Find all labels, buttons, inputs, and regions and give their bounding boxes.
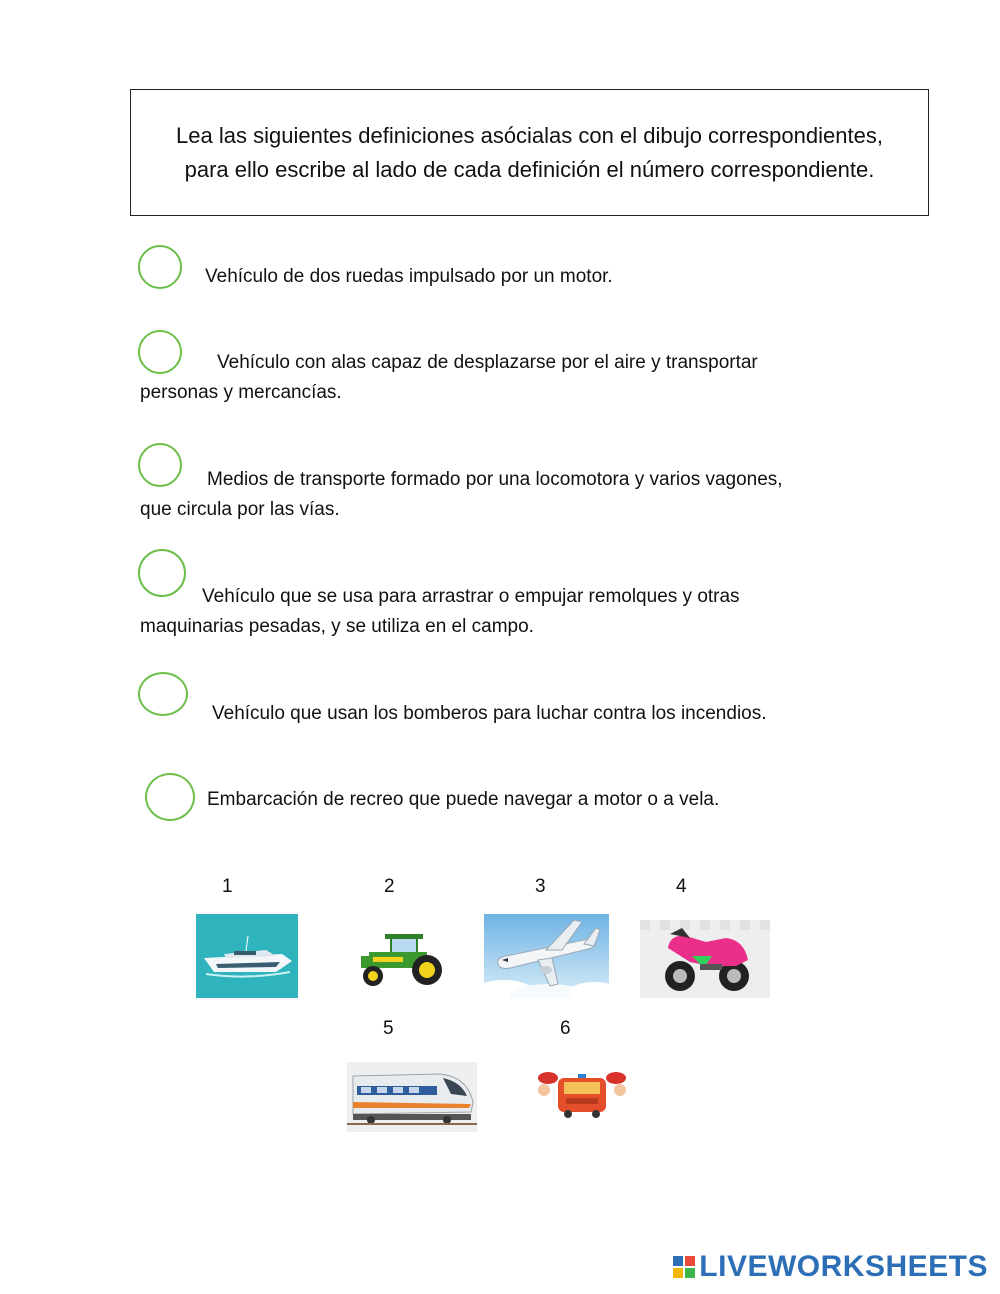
picture-number-3: 3 xyxy=(535,876,546,897)
definition-3 xyxy=(140,465,783,525)
definition-2-line-2: personas y mercancías. xyxy=(140,382,342,403)
answer-circle-5[interactable] xyxy=(138,672,188,716)
picture-number-6: 6 xyxy=(560,1018,571,1039)
definition-3-line-1: Medios de transporte formado por una locomotora y varios vagones, xyxy=(207,469,783,490)
definition-3-line-2: que circula por las vías. xyxy=(140,499,340,520)
definition-2-line-1: Vehículo con alas capaz de desplazarse por el aire y transportar xyxy=(217,352,758,373)
answer-circle-1[interactable] xyxy=(138,245,182,289)
liveworksheets-logo[interactable] xyxy=(673,1250,988,1284)
train-picture xyxy=(347,1062,477,1132)
definition-5 xyxy=(212,699,767,729)
picture-number-2: 2 xyxy=(384,876,395,897)
fire-truck-picture xyxy=(532,1068,632,1120)
instructions-box xyxy=(130,89,929,216)
definition-6 xyxy=(207,785,719,815)
definition-4 xyxy=(140,582,740,642)
yacht-picture xyxy=(196,914,298,998)
definition-1-line-1: Vehículo de dos ruedas impulsado por un motor. xyxy=(205,266,613,287)
picture-number-5: 5 xyxy=(383,1018,394,1039)
motorcycle-picture xyxy=(640,920,770,998)
instructions-line-2: para ello escribe al lado de cada definición el número correspondiente. xyxy=(184,156,875,182)
definition-4-line-1: Vehículo que se usa para arrastrar o empujar remolques y otras xyxy=(202,586,740,607)
picture-number-1: 1 xyxy=(222,876,233,897)
instructions-line-1: Lea las siguientes definiciones asócialas con el dibujo correspondientes, xyxy=(176,122,883,148)
definition-5-line-1: Vehículo que usan los bomberos para luchar contra los incendios. xyxy=(212,703,767,724)
definition-6-line-1: Embarcación de recreo que puede navegar a motor o a vela. xyxy=(207,789,720,810)
picture-number-4: 4 xyxy=(676,876,687,897)
answer-circle-6[interactable] xyxy=(145,773,195,821)
definition-1 xyxy=(205,262,613,292)
brand-name: LIVEWORKSHEETS xyxy=(699,1250,988,1283)
definition-4-line-2: maquinarias pesadas, y se utiliza en el campo. xyxy=(140,616,534,637)
logo-icon xyxy=(673,1256,695,1278)
airplane-picture xyxy=(484,914,609,998)
definition-2 xyxy=(140,348,758,408)
instructions-text xyxy=(166,119,893,187)
tractor-picture xyxy=(355,930,447,988)
